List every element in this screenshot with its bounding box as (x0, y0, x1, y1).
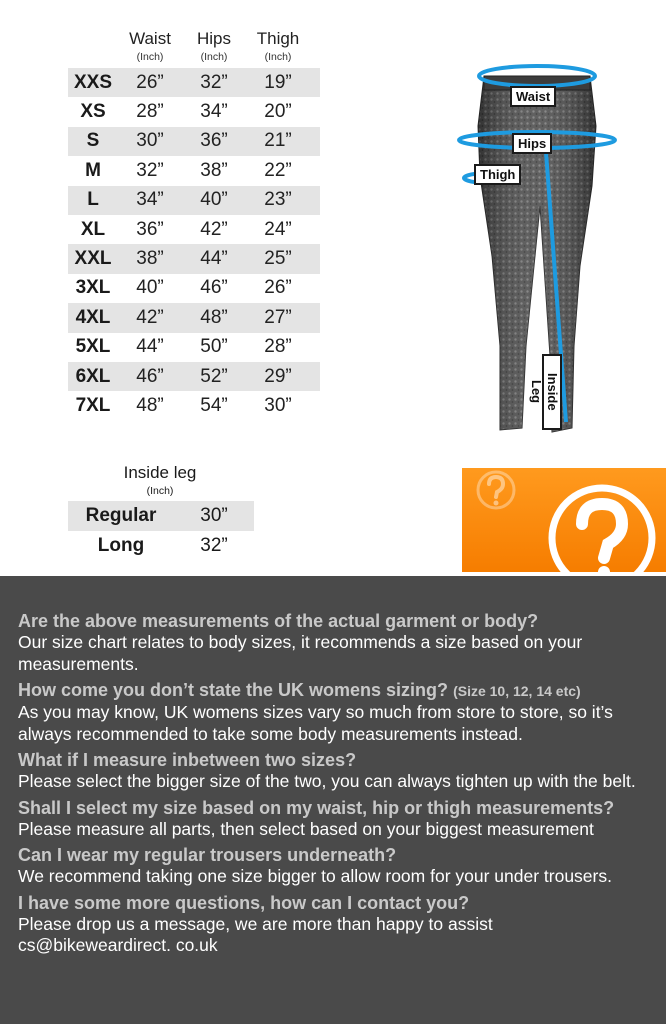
hips-value: 36” (200, 130, 228, 152)
hips-value: 32” (200, 71, 228, 93)
waist-tag: Waist (510, 86, 556, 107)
faq-question-text: Can I wear my regular trousers underneath? (18, 845, 397, 865)
inside-leg-row-long (68, 531, 254, 561)
inside-leg-label: Regular (85, 505, 157, 526)
inside-leg-tag: Inside Leg (542, 354, 562, 430)
hips-tag: Hips (512, 133, 552, 154)
size-label: XXS (73, 71, 113, 93)
waist-value: 46” (136, 365, 164, 387)
column-header-waist (118, 28, 182, 64)
waist-value: 26” (136, 71, 164, 93)
size-row (68, 97, 320, 126)
hips-value: 52” (200, 365, 228, 387)
size-label: M (85, 159, 101, 181)
waist-value: 36” (136, 218, 164, 240)
faq-question (18, 749, 658, 771)
size-row (68, 303, 320, 332)
faq-question (18, 892, 658, 914)
column-label: Thigh (256, 29, 300, 48)
thigh-value: 21” (264, 130, 292, 152)
size-row (68, 156, 320, 185)
faq-question-note: (Size 10, 12, 14 etc) (453, 683, 581, 699)
thigh-value: 19” (264, 71, 292, 93)
waist-value: 42” (136, 306, 164, 328)
faq-answer: Please select the bigger size of the two, you can always tighten up with the belt. (18, 771, 636, 791)
hips-value: 42” (200, 218, 228, 240)
size-row (68, 215, 320, 244)
size-label: L (87, 189, 99, 211)
inside-leg-value: 30” (200, 505, 228, 526)
hips-value: 44” (200, 248, 228, 270)
size-row (68, 274, 320, 303)
hips-value: 54” (200, 394, 228, 416)
size-label: 3XL (75, 277, 111, 299)
waist-value: 32” (136, 159, 164, 181)
column-unit: (Inch) (264, 51, 292, 63)
faq-question-text: Shall I select my size based on my waist, hip or thigh measurements? (18, 797, 615, 818)
waist-value: 28” (136, 101, 164, 123)
hips-value: 34” (200, 101, 228, 123)
size-label: 4XL (75, 306, 111, 328)
thigh-tag: Thigh (474, 164, 521, 185)
waist-value: 34” (136, 189, 164, 211)
faq-answer: As you may know, UK womens sizes vary so much from store to store, so it’s always recommended to take some body measurements instead. (18, 702, 613, 744)
faq-list (18, 610, 658, 961)
hips-value: 46” (200, 277, 228, 299)
column-label: Waist (129, 29, 171, 48)
faq-answer: Please measure all parts, then select based on your biggest measurement (18, 818, 594, 839)
faq-question (18, 797, 658, 819)
size-row (68, 333, 320, 362)
inside-leg-row-regular (68, 501, 254, 531)
thigh-value: 23” (264, 189, 292, 211)
faq-question (18, 844, 658, 866)
size-label: 7XL (75, 394, 111, 416)
thigh-value: 26” (264, 277, 292, 299)
waist-value: 40” (136, 277, 164, 299)
column-header-thigh (246, 28, 310, 64)
thigh-value: 28” (264, 336, 292, 358)
waist-value: 30” (136, 130, 164, 152)
faq-answer: We recommend taking one size bigger to allow room for your under trousers. (18, 866, 612, 886)
size-chart-header (68, 28, 320, 68)
faq-item (18, 610, 658, 675)
size-label: S (86, 130, 100, 152)
faq-item (18, 844, 658, 888)
faq-question-text: Are the above measurements of the actual garment or body? (18, 611, 539, 631)
waist-value: 44” (136, 336, 164, 358)
jeans-illustration (454, 56, 626, 440)
inside-leg-label: Long (97, 535, 145, 556)
question-box (462, 468, 666, 572)
waist-value: 48” (136, 394, 164, 416)
column-unit: (Inch) (136, 51, 164, 63)
faq-answer: Our size chart relates to body sizes, it recommends a size based on your measurements. (18, 632, 583, 674)
thigh-value: 29” (264, 365, 292, 387)
inside-leg-unit: (Inch) (146, 485, 174, 497)
thigh-value: 27” (264, 306, 292, 328)
faq-question-text: I have some more questions, how can I contact you? (18, 892, 470, 913)
column-label: Hips (196, 29, 231, 48)
faq-question (18, 679, 658, 702)
hips-value: 48” (200, 306, 228, 328)
hips-value: 38” (200, 159, 228, 181)
faq-answer: Please drop us a message, we are more than happy to assist cs@bikeweardirect. co.uk (18, 913, 493, 955)
faq-item (18, 749, 658, 793)
size-label: 5XL (75, 336, 111, 358)
column-unit: (Inch) (200, 51, 228, 63)
thigh-value: 22” (264, 159, 292, 181)
size-label: XXL (74, 248, 112, 270)
thigh-value: 24” (264, 218, 292, 240)
size-label: XL (80, 218, 106, 240)
hips-value: 50” (200, 336, 228, 358)
size-chart-table (68, 28, 320, 421)
size-row (68, 391, 320, 420)
faq-item (18, 797, 658, 841)
faq-item (18, 892, 658, 957)
thigh-value: 25” (264, 248, 292, 270)
column-header-hips (182, 28, 246, 64)
inside-leg-header (100, 462, 220, 498)
thigh-value: 30” (264, 394, 292, 416)
size-row (68, 186, 320, 215)
size-label: 6XL (75, 365, 111, 387)
hips-value: 40” (200, 189, 228, 211)
faq-question-text: What if I measure inbetween two sizes? (18, 750, 357, 770)
faq-item (18, 679, 658, 745)
size-row (68, 244, 320, 273)
size-row (68, 68, 320, 97)
size-label: XS (80, 101, 106, 123)
faq-question-text: How come you don’t state the UK womens sizing? (18, 680, 449, 700)
waist-value: 38” (136, 248, 164, 270)
inside-leg-title: Inside leg (123, 463, 197, 482)
inside-leg-value: 32” (200, 535, 228, 556)
size-chart-body (68, 68, 320, 421)
size-row (68, 362, 320, 391)
question-mark-icon (462, 468, 666, 572)
faq-panel (0, 576, 666, 1024)
faq-question (18, 610, 658, 632)
size-row (68, 127, 320, 156)
thigh-value: 20” (264, 101, 292, 123)
